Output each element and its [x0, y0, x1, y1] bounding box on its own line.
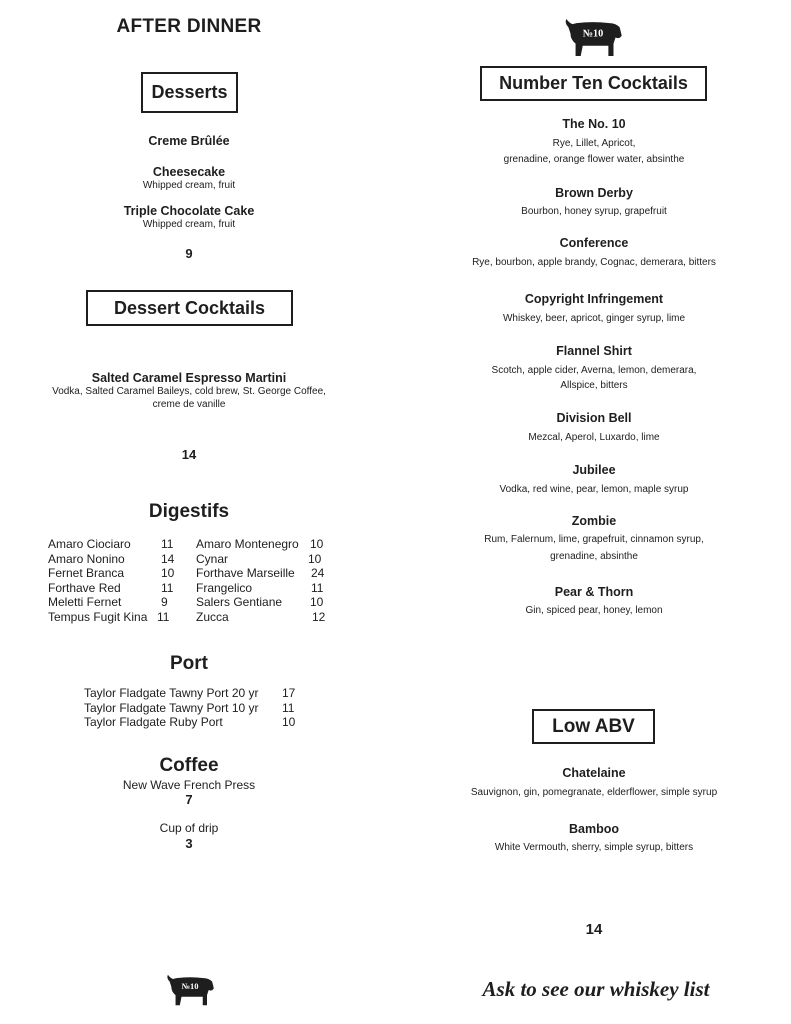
dessert-item-name: Triple Chocolate Cake [123, 204, 255, 218]
list-item [48, 595, 178, 610]
list-item [196, 595, 331, 610]
dessert-item-desc: Whipped cream, fruit [142, 219, 236, 230]
port-name: Taylor Fladgate Tawny Port 10 yr [84, 700, 259, 715]
digestif-name: Meletti Fernet [48, 595, 122, 609]
cocktail-desc: Rye, bourbon, apple brandy, Cognac, demerara, bitters [472, 257, 716, 268]
desserts-heading: Desserts [141, 72, 238, 113]
list-item [48, 581, 178, 596]
digestif-price: 24 [311, 566, 325, 580]
whiskey-list-note: Ask to see our whiskey list [482, 977, 710, 1001]
cocktail-name: Division Bell [556, 411, 632, 425]
port-name: Taylor Fladgate Ruby Port [84, 715, 223, 729]
cocktail-desc: grenadine, absinthe [550, 551, 638, 562]
digestif-name: Amaro Montenegro [196, 537, 299, 551]
digestif-name: Fernet Branca [48, 566, 125, 580]
list-item [196, 552, 331, 567]
dessert-cocktail-desc-line: creme de vanille [152, 399, 226, 410]
cocktail-desc: Allspice, bitters [560, 380, 628, 391]
dessert-cocktails-heading: Dessert Cocktails [86, 290, 293, 326]
port-list [84, 686, 304, 730]
digestif-price: 14 [161, 551, 175, 566]
cocktail-desc: Bourbon, honey syrup, grapefruit [521, 206, 667, 217]
coffee-item-name: Cup of drip [159, 821, 219, 835]
logo-text: №10 [582, 28, 604, 40]
digestif-name: Forthave Marseille [196, 566, 295, 580]
low-abv-heading: Low ABV [532, 709, 655, 744]
port-price: 11 [282, 700, 295, 715]
digestif-price: 10 [161, 566, 175, 580]
cocktail-name: Bamboo [569, 822, 619, 836]
bull-icon [164, 973, 216, 1007]
bull-icon [562, 17, 624, 58]
cocktail-name: The No. 10 [562, 117, 626, 131]
digestif-price: 12 [312, 609, 326, 624]
port-price: 10 [282, 715, 296, 729]
digestif-price: 11 [157, 609, 170, 624]
cocktail-desc: Mezcal, Aperol, Luxardo, lime [528, 432, 660, 443]
digestif-name: Cynar [196, 551, 229, 566]
coffee-item-price: 7 [185, 792, 193, 807]
port-heading: Port [170, 653, 208, 674]
digestif-name: Amaro Nonino [48, 551, 125, 566]
low-abv-price: 14 [585, 921, 603, 938]
port-price: 17 [282, 686, 296, 700]
digestif-name: Frangelico [196, 580, 253, 595]
page-title: AFTER DINNER [116, 16, 262, 37]
digestif-name: Zucca [196, 609, 229, 624]
bull-logo [164, 973, 216, 1007]
list-item [84, 715, 304, 730]
dessert-item-desc: Whipped cream, fruit [142, 180, 236, 191]
cocktail-desc: Rye, Lillet, Apricot, [552, 138, 636, 149]
digestifs-heading: Digestifs [148, 501, 230, 522]
cocktail-name: Jubilee [572, 463, 616, 477]
number-ten-cocktails-heading: Number Ten Cocktails [480, 66, 707, 101]
cocktail-name: Flannel Shirt [556, 344, 632, 358]
cocktail-desc: Scotch, apple cider, Averna, lemon, demerara, [491, 365, 697, 376]
digestif-price: 10 [310, 595, 324, 609]
list-item [48, 610, 178, 625]
list-item [196, 566, 331, 581]
digestifs-left-column [48, 537, 178, 624]
dessert-item-name: Creme Brûlée [148, 134, 230, 148]
port-name: Taylor Fladgate Tawny Port 20 yr [84, 686, 259, 700]
coffee-item-name: New Wave French Press [122, 778, 256, 792]
coffee-item-price: 3 [185, 836, 193, 851]
dessert-item-name: Cheesecake [152, 165, 226, 179]
bull-logo [562, 17, 624, 58]
digestif-name: Amaro Ciociaro [48, 537, 131, 551]
cocktail-name: Chatelaine [562, 766, 626, 780]
digestifs-right-column [196, 537, 331, 624]
digestif-price: 11 [311, 580, 324, 595]
cocktail-desc: Vodka, red wine, pear, lemon, maple syrup [499, 484, 689, 495]
digestif-name: Salers Gentiane [196, 595, 283, 609]
list-item [196, 610, 331, 625]
cocktail-desc: Whiskey, beer, apricot, ginger syrup, lime [502, 313, 686, 324]
cocktail-name: Copyright Infringement [524, 292, 664, 306]
cocktail-desc: Sauvignon, gin, pomegranate, elderflower, simple syrup [470, 787, 718, 798]
digestif-name: Forthave Red [48, 580, 121, 595]
cocktail-desc: grenadine, orange flower water, absinthe [503, 154, 685, 165]
dessert-cocktail-name: Salted Caramel Espresso Martini [91, 371, 287, 385]
list-item [48, 552, 178, 567]
digestif-price: 10 [308, 551, 322, 566]
digestif-price: 9 [161, 595, 168, 609]
dessert-cocktail-desc-line: Vodka, Salted Caramel Baileys, cold brew, St. George Coffee, [52, 386, 326, 397]
cocktail-name: Zombie [571, 514, 617, 528]
cocktail-name: Brown Derby [555, 186, 633, 200]
list-item [84, 701, 304, 716]
logo-text: №10 [181, 981, 199, 992]
cocktail-desc: Rum, Falernum, lime, grapefruit, cinnamon syrup, [484, 534, 704, 545]
cocktail-name: Pear & Thorn [554, 585, 634, 599]
digestif-price: 11 [161, 537, 174, 551]
digestif-name: Tempus Fugit Kina [48, 609, 148, 624]
cocktail-desc: Gin, spiced pear, honey, lemon [525, 605, 663, 616]
list-item [196, 537, 331, 552]
desserts-price: 9 [185, 246, 193, 261]
digestif-price: 11 [161, 580, 174, 595]
dessert-cocktails-price: 14 [181, 447, 197, 462]
list-item [84, 686, 304, 701]
list-item [48, 566, 178, 581]
digestif-price: 10 [310, 537, 324, 551]
cocktail-name: Conference [559, 236, 629, 250]
list-item [48, 537, 178, 552]
list-item [196, 581, 331, 596]
cocktail-desc: White Vermouth, sherry, simple syrup, bitters [494, 842, 694, 853]
coffee-heading: Coffee [159, 755, 219, 776]
